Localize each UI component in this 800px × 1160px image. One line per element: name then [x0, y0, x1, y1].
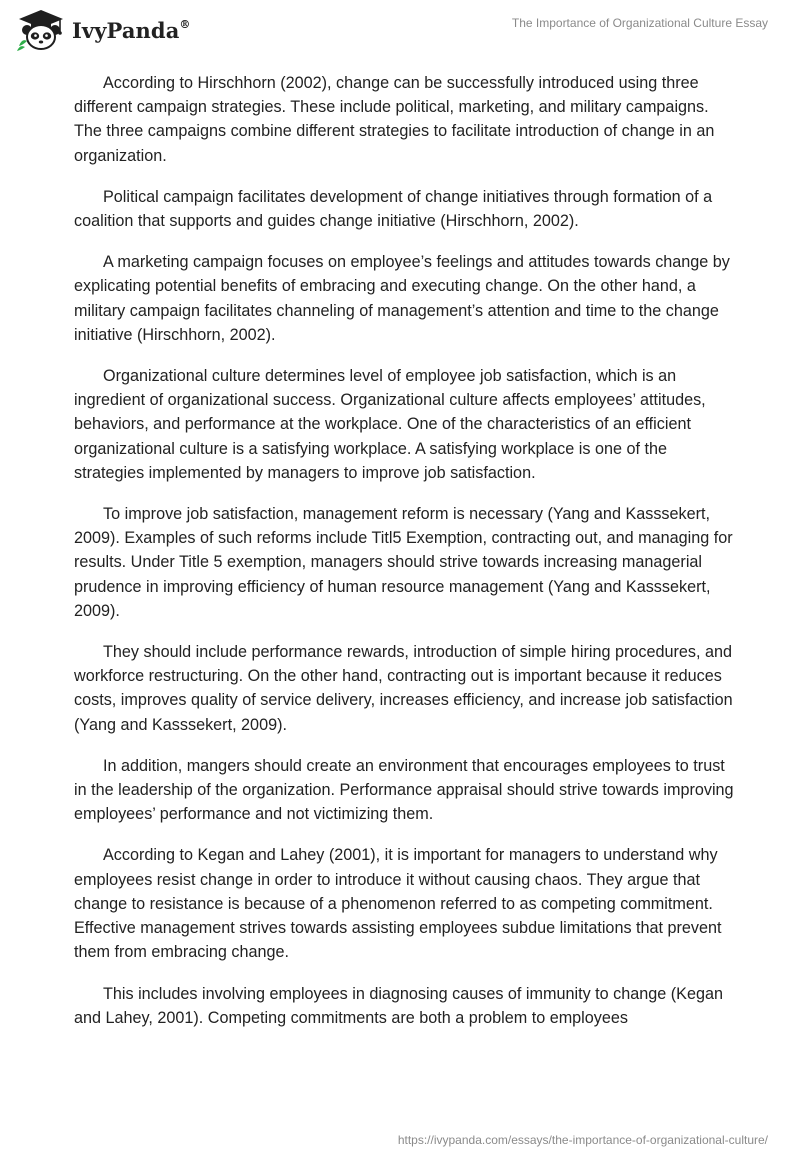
paragraph-4: Organizational culture determines level of employee job satisfaction, which is an ingredient of organizational success. Organizational culture affects employees’ attitudes, behaviors, and performance at the workplace. One of the characteristics of an efficient organizational culture is a satisfying workplace. A satisfying workplace is one of the strategies implemented by managers to improve job satisfaction. — [74, 367, 706, 482]
paragraph-6: They should include performance rewards, introduction of simple hiring procedures, and workforce restructuring. On the other hand, contracting out is important because it reduces costs, improves quality of service delivery, increases efficiency, and increase job satisfaction (Yang and Kasssekert, 2009). — [74, 643, 733, 734]
source-url-link[interactable]: https://ivypanda.com/essays/the-importance-of-organizational-culture/ — [397, 1133, 768, 1147]
paragraph-8: According to Kegan and Lahey (2001), it is important for managers to understand why employees resist change in order to introduce it without causing chaos. They argue that change to resistance is because of a phenomenon referred to as competing commitment. Effective management strives towards assisting employees subdue limitations that prevent them from embracing change. — [74, 846, 722, 962]
paragraph-7: In addition, mangers should create an environment that encourages employees to trust in the leadership of the organization. Performance appraisal should strive towards improving employees’ performance and not victimizing them. — [74, 756, 734, 824]
panda-graduate-icon — [16, 8, 66, 52]
paragraph-9: This includes involving employees in diagnosing causes of immunity to change (Kegan and Lahey, 2001). Competing commitments are both a problem to employees — [74, 984, 723, 1027]
paragraph-2: Political campaign facilitates development of change initiatives through formation of a coalition that supports and guides change initiative (Hirschhorn, 2002). — [74, 187, 713, 231]
paragraph-1: According to Hirschhorn (2002), change can be successfully introduced using three different campaign strategies. These include political, marketing, and military campaigns. The three campaigns combine different strategies to facilitate introduction of change in an organization. — [74, 74, 715, 165]
paragraph-5: To improve job satisfaction, management reform is necessary (Yang and Kasssekert, 2009). Examples of such reforms include Titl5 Exemption, contracting out, and managing for results. Under Title 5 exemption, managers should strive towards increasing managerial prudence in improving efficiency of human resource management (Yang and Kasssekert, 2009). — [74, 505, 733, 620]
paragraph-3: A marketing campaign focuses on employee’s feelings and attitudes towards change by explicating potential benefits of embracing and executing change. On the other hand, a military campaign facilitates channeling of management’s attention and time to the change initiative (Hirschhorn, 2002). — [74, 253, 730, 344]
brand-logo[interactable] — [16, 8, 191, 52]
registered-mark: ® — [179, 17, 191, 31]
brand-name: IvyPanda® — [72, 17, 191, 43]
document-title: The Importance of Organizational Culture Essay — [511, 16, 768, 30]
essay-body — [74, 71, 734, 1047]
page-header — [0, 0, 800, 64]
